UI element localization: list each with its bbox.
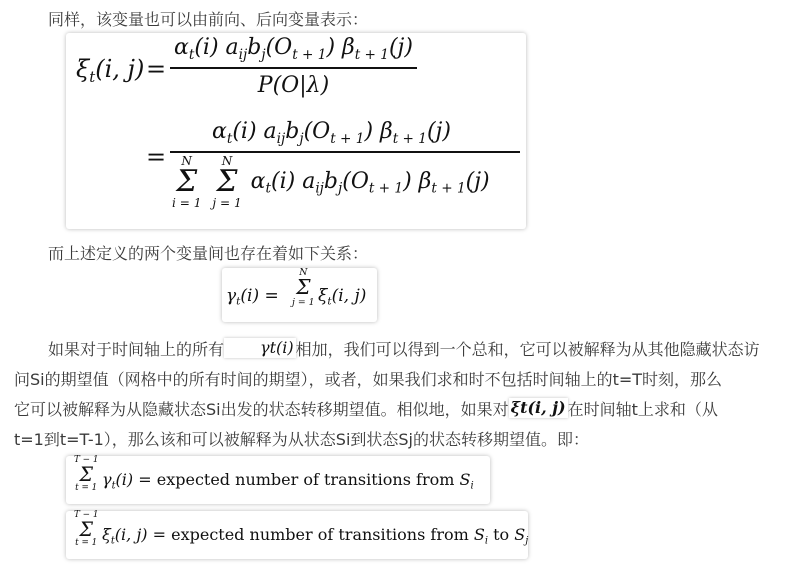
inline-gamma: γt(i) [224,338,296,358]
paragraph-3-line-2: 问Si的期望值（网格中的所有时间的期望），或者，如果我们求和时不包括时间轴上的t=T时刻，那么 [14,370,723,389]
paragraph-2: 而上述定义的两个变量间也存在着如下关系： [48,244,369,263]
paragraph-3-line-4: t=1到t=T-1），那么该和可以被解释为从状态Si到状态Sj的状态转移期望值。即： [14,430,590,449]
inline-xi: ξt(i, j) [510,398,566,417]
eq-sign-2: = [146,143,167,171]
paragraph-3-line-1: 如果对于时间轴上的所有 γt(i) 相加，我们可以得到一个总和，它可以被解释为从其他隐藏状态访 [48,338,760,359]
fraction-1: $\alpha_t(i)$ $a_{ij}b_j(O_{t + 1})$ $\beta_{t + 1}(j)$ P(O|λ) [170,35,417,98]
formula-xi-definition [66,33,526,229]
denominator-prob: P(O|λ) [170,67,417,98]
formula-xi-expected: T − 1 Σ t = 1 $\xi_t(i$, j) = expected number of transitions from $S_i$ to $S_j$ [66,511,528,559]
xi-lhs: $\xi_t(i$, j) [76,55,145,87]
paragraph-3-line-3: 它可以被解释为从隐藏状态Si出发的状态转移期望值。相似地，如果对 ξt(i, j) 在时间轴t上求和（从 [14,398,718,419]
formula-gamma-relation: $\gamma_t(i)$ = N Σ j = 1 $\xi_t(i$, j) [222,268,377,322]
paragraph-1: 同样，该变量也可以由前向、后向变量表示： [48,10,369,29]
formula-gamma-expected: T − 1 Σ t = 1 $\gamma_t(i)$ = expected number of transitions from $S_i$ [66,456,490,504]
eq-sign-1: = [146,55,167,83]
fraction-2: $\alpha_t(i)$ $a_{ij}b_j(O_{t + 1})$ $\beta_{t + 1}(j)$ N Σ i = 1 N Σ j = 1 $\alpha_t(i)$ $a_{ij}b_j(O_{t + 1})$ $\beta_{t + 1}(j)$ [170,119,520,209]
